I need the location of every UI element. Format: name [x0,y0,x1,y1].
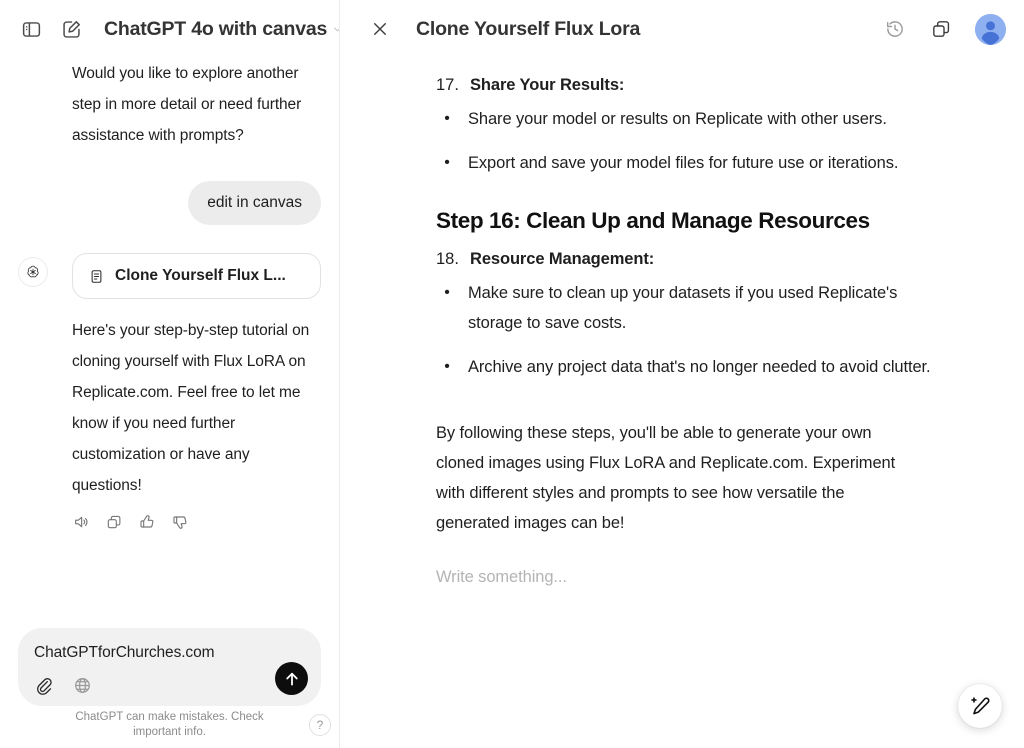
paperclip-icon[interactable] [34,676,53,695]
globe-icon[interactable] [73,676,92,695]
chat-panel [0,0,340,748]
canvas-editor-placeholder[interactable]: Write something... [436,568,567,586]
document-icon [89,269,104,284]
section-heading-step-16: Step 16: Clean Up and Manage Resources [436,208,870,233]
bullet-glyph: • [444,154,450,171]
assistant-message-question: Would you like to explore another step in more detail or need further assistance with prompts? [72,65,302,144]
model-selector[interactable] [104,18,339,41]
list-item [436,104,932,148]
list-item-label: Resource Management: [470,250,655,268]
bullet-list-17 [436,100,932,192]
message-input[interactable]: ChatGPTforChurches.com [34,644,215,661]
bullet-list-18 [436,274,932,396]
composer[interactable] [18,628,321,706]
thumbs-down-icon[interactable] [171,513,188,530]
new-chat-pencil-icon[interactable] [58,16,84,42]
ordered-list-item-17 [436,64,932,100]
canvas-document-body[interactable] [340,58,1024,748]
composer-area [0,628,339,748]
list-number: 18. [436,250,459,268]
copy-icon[interactable] [105,513,122,530]
bullet-text: Export and save your model files for future use or iterations. [468,154,899,172]
chevron-down-icon [332,24,339,35]
bullet-glyph: • [444,284,450,301]
closing-paragraph: By following these steps, you'll be able to generate your own cloned images using Flux LoRA and Replicate.com. Experiment with different styles and prompts to see how versatile the generated images can be! [436,424,896,532]
sidebar-toggle-icon[interactable] [18,16,44,42]
canvas-document-card-label: Clone Yourself Flux L... [115,267,286,284]
send-button[interactable] [275,662,308,695]
bullet-glyph: • [444,110,450,127]
canvas-document-card[interactable] [72,253,321,299]
list-item-label: Share Your Results: [470,76,625,94]
list-item [436,148,932,192]
list-number: 17. [436,76,459,94]
speaker-icon[interactable] [72,513,89,530]
chat-panel-title: ChatGPT 4o with canvas [104,17,328,40]
ordered-list-item-18 [436,238,932,274]
composer-tools [34,663,305,695]
magic-pencil-icon[interactable] [958,684,1002,728]
user-message-bubble[interactable]: edit in canvas [188,181,321,225]
chat-panel-header [0,0,339,58]
bullet-text: Make sure to clean up your datasets if you used Replicate's storage to save costs. [468,284,898,332]
assistant-message-reply: Here's your step-by-step tutorial on cloning yourself with Flux LoRA on Replicate.com. Feel free to let me know if you need further customization or have any questions! [72,322,310,494]
canvas-panel [340,0,1024,748]
assistant-message-block [18,225,321,530]
user-avatar-icon[interactable] [975,14,1006,45]
list-item [436,278,932,352]
bullet-text: Share your model or results on Replicate with other users. [468,110,887,128]
thumbs-up-icon[interactable] [138,513,155,530]
bullet-glyph: • [444,358,450,375]
chat-messages-scroll[interactable] [0,58,339,628]
history-clock-icon[interactable] [883,17,907,41]
copy-duplicate-icon[interactable] [929,17,953,41]
canvas-header [340,0,1024,58]
disclaimer-text: ChatGPT can make mistakes. Check important info. [75,711,264,738]
user-message-row [18,151,321,225]
close-x-icon[interactable] [366,15,394,43]
message-actions [72,501,321,530]
bullet-text: Archive any project data that's no longer needed to avoid clutter. [468,358,931,376]
help-button[interactable]: ? [309,714,331,736]
canvas-header-actions [883,14,1006,45]
openai-logo-icon [18,257,48,287]
list-item [436,352,932,396]
canvas-title: Clone Yourself Flux Lora [416,17,641,40]
